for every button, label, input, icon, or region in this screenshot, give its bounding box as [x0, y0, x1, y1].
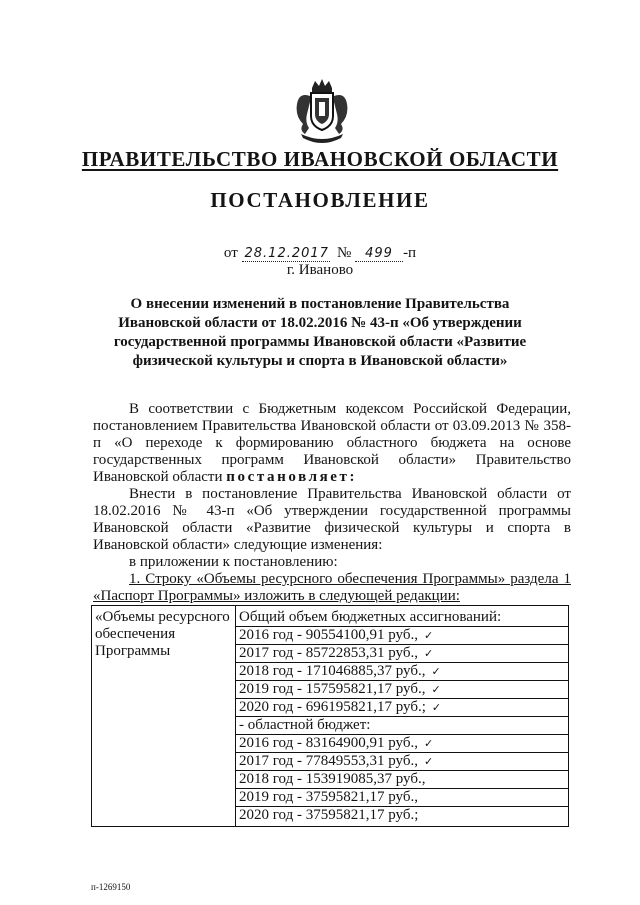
check-mark-icon: ✓ — [423, 737, 434, 750]
check-mark-icon: ✓ — [423, 755, 434, 768]
check-mark-icon: ✓ — [431, 701, 442, 714]
document-type: ПОСТАНОВЛЕНИЕ — [210, 188, 430, 212]
line-text: 2018 год - 171046885,37 руб., — [239, 663, 426, 679]
subject-line: Ивановской области от 18.02.2016 № 43-п «Об утверждении — [118, 315, 522, 331]
table-value-cell — [236, 606, 569, 827]
subject-line: физической культуры и спорта в Ивановской области» — [132, 353, 508, 369]
table-line — [236, 609, 568, 627]
date-prefix: от — [223, 245, 238, 261]
body-paragraph: Внести в постановление Правительства Ивановской области от 18.02.2016 № 43-п «Об утверждении государственной программы Ивановской области «Развитие физической культуры и спорта в Ивановской области» следующие изменения: — [93, 486, 571, 553]
table-line — [236, 663, 568, 681]
line-text: 2020 год - 37595821,17 руб.; — [239, 807, 419, 823]
table-line — [236, 735, 568, 753]
number-sign: № — [337, 245, 352, 261]
table-line — [236, 717, 568, 735]
line-text: 2018 год - 153919085,37 руб., — [239, 771, 426, 787]
line-text: 2016 год - 90554100,91 руб., — [239, 627, 418, 643]
table-row — [92, 606, 569, 827]
table-line — [236, 753, 568, 771]
document-code: п-1269150 — [91, 882, 131, 892]
subject-line: государственной программы Ивановской области «Развитие — [113, 334, 527, 350]
document-subject — [80, 295, 560, 371]
paragraph-text: В соответствии с Бюджетным кодексом Российской Федерации, постановлением Правительства Ивановской области от 03.09.2013 № 358-п «О переходе к формированию областного бюджета на основе государственных программ Ивановской области» Правительство Ивановской области — [93, 401, 571, 485]
resources-table — [91, 605, 569, 827]
line-text: 2019 год - 37595821,17 руб., — [239, 789, 418, 805]
line-text: Общий объем бюджетных ассигнований: — [239, 609, 502, 625]
date-number-line — [0, 245, 640, 262]
check-mark-icon: ✓ — [431, 683, 441, 696]
line-text: 2017 год - 85722853,31 руб., — [239, 645, 418, 661]
check-mark-icon: ✓ — [423, 629, 434, 642]
table-line — [236, 681, 568, 699]
organization-title: ПРАВИТЕЛЬСТВО ИВАНОВСКОЙ ОБЛАСТИ — [81, 147, 559, 171]
table-line — [236, 645, 568, 663]
body-paragraph: 1. Строку «Объемы ресурсного обеспечения Программы» раздела 1 «Паспорт Программы» изложить в следующей редакции: — [93, 571, 571, 604]
line-text: - областной бюджет: — [239, 717, 371, 733]
table-line — [236, 627, 568, 645]
table-line — [236, 807, 568, 824]
line-text: 2019 год - 157595821,17 руб., — [239, 681, 426, 697]
line-text: 2016 год - 83164900,91 руб., — [239, 735, 418, 751]
table-line — [236, 771, 568, 789]
table-line — [236, 789, 568, 807]
decree-word: постановляет: — [226, 469, 358, 485]
check-mark-icon: ✓ — [431, 665, 441, 678]
line-text: 2020 год - 696195821,17 руб.; — [239, 699, 426, 715]
body-paragraph: в приложении к постановлению: — [129, 554, 338, 570]
city: г. Иваново — [286, 262, 354, 278]
check-mark-icon: ✓ — [423, 647, 434, 660]
document-date: 28.12.2017 — [242, 246, 330, 262]
document-body — [93, 401, 571, 605]
line-text: 2017 год - 77849553,31 руб., — [239, 753, 418, 769]
document-number: 499 — [355, 246, 403, 262]
coat-of-arms-icon — [291, 78, 353, 144]
table-label-cell: «Объемы ресурсного обеспечения Программы — [92, 606, 236, 827]
number-suffix: -п — [403, 245, 417, 261]
table-line — [236, 699, 568, 717]
body-paragraph — [93, 401, 571, 486]
subject-line: О внесении изменений в постановление Правительства — [130, 296, 510, 312]
